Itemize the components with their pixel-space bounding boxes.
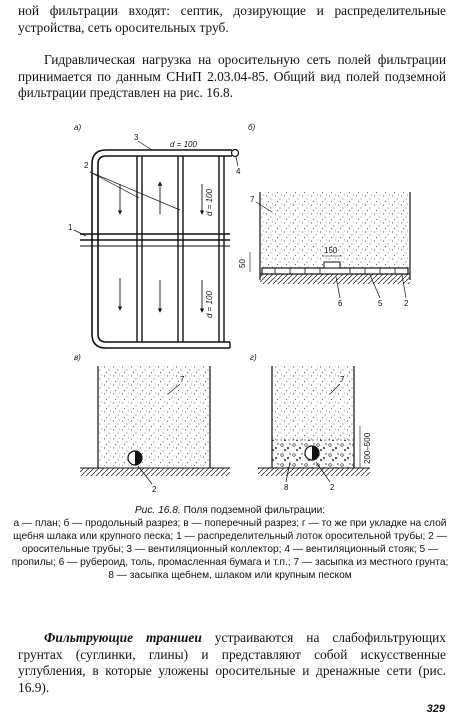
callout-2-plan: 2	[84, 161, 89, 170]
callout-2-cross: 2	[152, 485, 157, 494]
caption-body: а — план; б — продольный разрез; в — поперечный разрез; г — то же при укладке на слой щебня шлака или крупного песка; 1 — распределительный лоток оросительной трубы; 2 — оросительные трубы; 3 — вентиляционный коллектор; 4 — вентиляционный стояк; 5 — пропилы; 6 — рубероид, толь, промасленная бумага и т.п.; 7 — засыпка из местного грунта; 8 — засыпка щебнем, шлаком или крупным песком	[11, 518, 449, 581]
callout-6: 6	[338, 299, 343, 308]
panel-b-section	[238, 123, 410, 308]
dim-50: 50	[238, 259, 247, 268]
callout-7-gravel: 7	[340, 375, 345, 384]
paragraph-intro: ной фильтрации входят: септик, дозирующие и распределительные устройства, сеть оросительных труб.	[18, 3, 446, 35]
panel-a-plan	[68, 123, 241, 348]
callout-2-gravel: 2	[330, 483, 335, 492]
dim-d100-top: d = 100	[170, 140, 197, 149]
callout-7-cross: 7	[180, 375, 185, 384]
panel-g-cross-section-gravel	[250, 353, 372, 492]
callout-7-section: 7	[250, 195, 255, 204]
paragraph-filter-trenches	[18, 630, 446, 696]
callout-1: 1	[68, 223, 73, 232]
panel-v-cross-section	[74, 353, 230, 494]
caption-title-rest: Поля подземной фильтрации:	[180, 505, 326, 516]
panel-v-label: в)	[74, 353, 81, 362]
caption-title: Рис. 16.8.	[134, 505, 181, 516]
callout-4: 4	[236, 167, 241, 176]
panel-b-label: б)	[248, 123, 256, 132]
callout-2-section: 2	[404, 299, 409, 308]
paragraph-filter-trenches-text: устраиваются на слабофильтрующих грунтах (суглинки, глины) и представляют собой искусственные углубления, в которые уложены оросительные и дренажные сети (рис. 16.9).	[18, 630, 446, 695]
callout-8: 8	[284, 483, 289, 492]
dim-200-500: 200–500	[363, 432, 372, 464]
dim-d100-upper: d = 100	[205, 189, 214, 216]
callout-5: 5	[378, 299, 383, 308]
panel-g-label: г)	[250, 353, 257, 362]
callout-3: 3	[134, 133, 139, 142]
dim-150: 150	[324, 246, 338, 255]
page-number: 329	[426, 703, 445, 715]
figure-16-8	[40, 122, 420, 498]
dim-d100-lower: d = 100	[205, 291, 214, 318]
figure-caption	[10, 504, 450, 582]
term-filter-trenches: Фильтрующие траншеи	[44, 630, 202, 645]
paragraph-hydraulic-load: Гидравлическая нагрузка на оросительную сеть полей фильтрации принимается по данным СНиП 2.03.04-85. Общий вид полей подземной фильтрации представлен на рис. 16.8.	[18, 52, 446, 100]
panel-a-label: а)	[74, 123, 82, 132]
